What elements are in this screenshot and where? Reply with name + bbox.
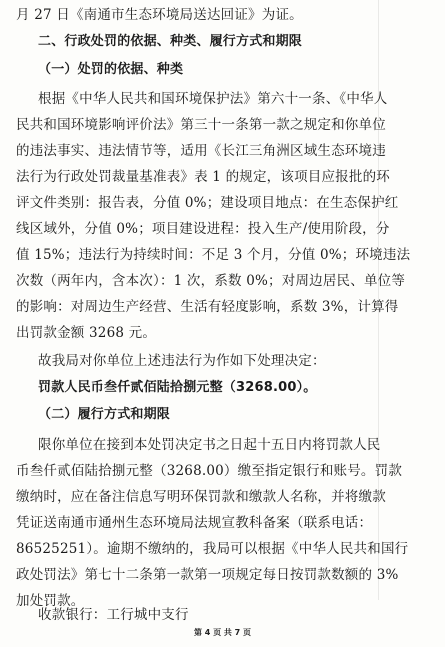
paragraph-line: 86525251）。逾期不缴纳的，我局可以根据《中华人民共和国行 <box>16 541 409 557</box>
paragraph-line: 政处罚法》第七十二条第一款第一项规定每日按罚款数额的 3% <box>16 567 399 583</box>
paragraph-line: 值 15%；违法行为持续时间：不足 3 个月，分值 0%；环境违法 <box>16 247 411 263</box>
page-footer: 第 4 页 共 7 页 <box>193 628 252 637</box>
paragraph-line: 币叁仟贰佰陆拾捌元整（3268.00）缴至指定银行和账号。罚款 <box>16 463 403 479</box>
paragraph-line: 出罚款金额 3268 元。 <box>16 325 157 341</box>
paragraph-line: 缴纳时，应在备注信息写明环保罚款和缴款人名称，并将缴款 <box>16 489 386 505</box>
subsection-heading-2: （二）履行方式和期限 <box>38 407 171 422</box>
penalty-amount: 罚款人民币叁仟贰佰陆拾捌元整（3268.00）。 <box>38 380 317 395</box>
subsection-heading-1: （一）处罚的依据、种类 <box>38 62 184 77</box>
paragraph-line: 法行为行政处罚裁量基准表》表 1 的规定，该项目应报批的环 <box>16 169 390 185</box>
paragraph-line: 民共和国环境影响评价法》第三十一条第一款之规定和你单位 <box>16 117 386 133</box>
paragraph-line: 次数（两年内，含本次）：1 次，系数 0%；对周边居民、单位等 <box>16 273 406 289</box>
paragraph-line: 评文件类别：报告表，分值 0%；建设项目地点：在生态保护红 <box>16 195 399 211</box>
paragraph-line: 的影响：对周边生产经营、生活有轻度影响，系数 3%，计算得 <box>16 299 399 315</box>
paragraph-line: 的违法事实、违法情节等，适用《长江三角洲区域生态环境违 <box>16 143 386 159</box>
paragraph-line: 线区域外，分值 0%；项目建设进程：投入生产/使用阶段，分 <box>16 221 390 237</box>
section-heading-2: 二、行政处罚的依据、种类、履行方式和期限 <box>38 34 303 49</box>
paragraph-line: 加处罚款。 <box>16 593 85 609</box>
paragraph-line: 根据《中华人民共和国环境保护法》第六十一条、《中华人 <box>38 91 388 107</box>
paragraph-line: 限你单位在接到本处罚决定书之日起十五日内将罚款人民 <box>38 437 381 453</box>
decision-intro: 故我局对你单位上述违法行为作如下处理决定： <box>38 353 326 369</box>
text-line-1: 月 27 日《南通市生态环境局送达回证》为证。 <box>16 7 303 23</box>
paragraph-line: 凭证送南通市通州生态环境局法规宣教科备案（联系电话： <box>16 515 373 531</box>
bank-line: 收款银行：工行城中支行 <box>38 607 189 623</box>
